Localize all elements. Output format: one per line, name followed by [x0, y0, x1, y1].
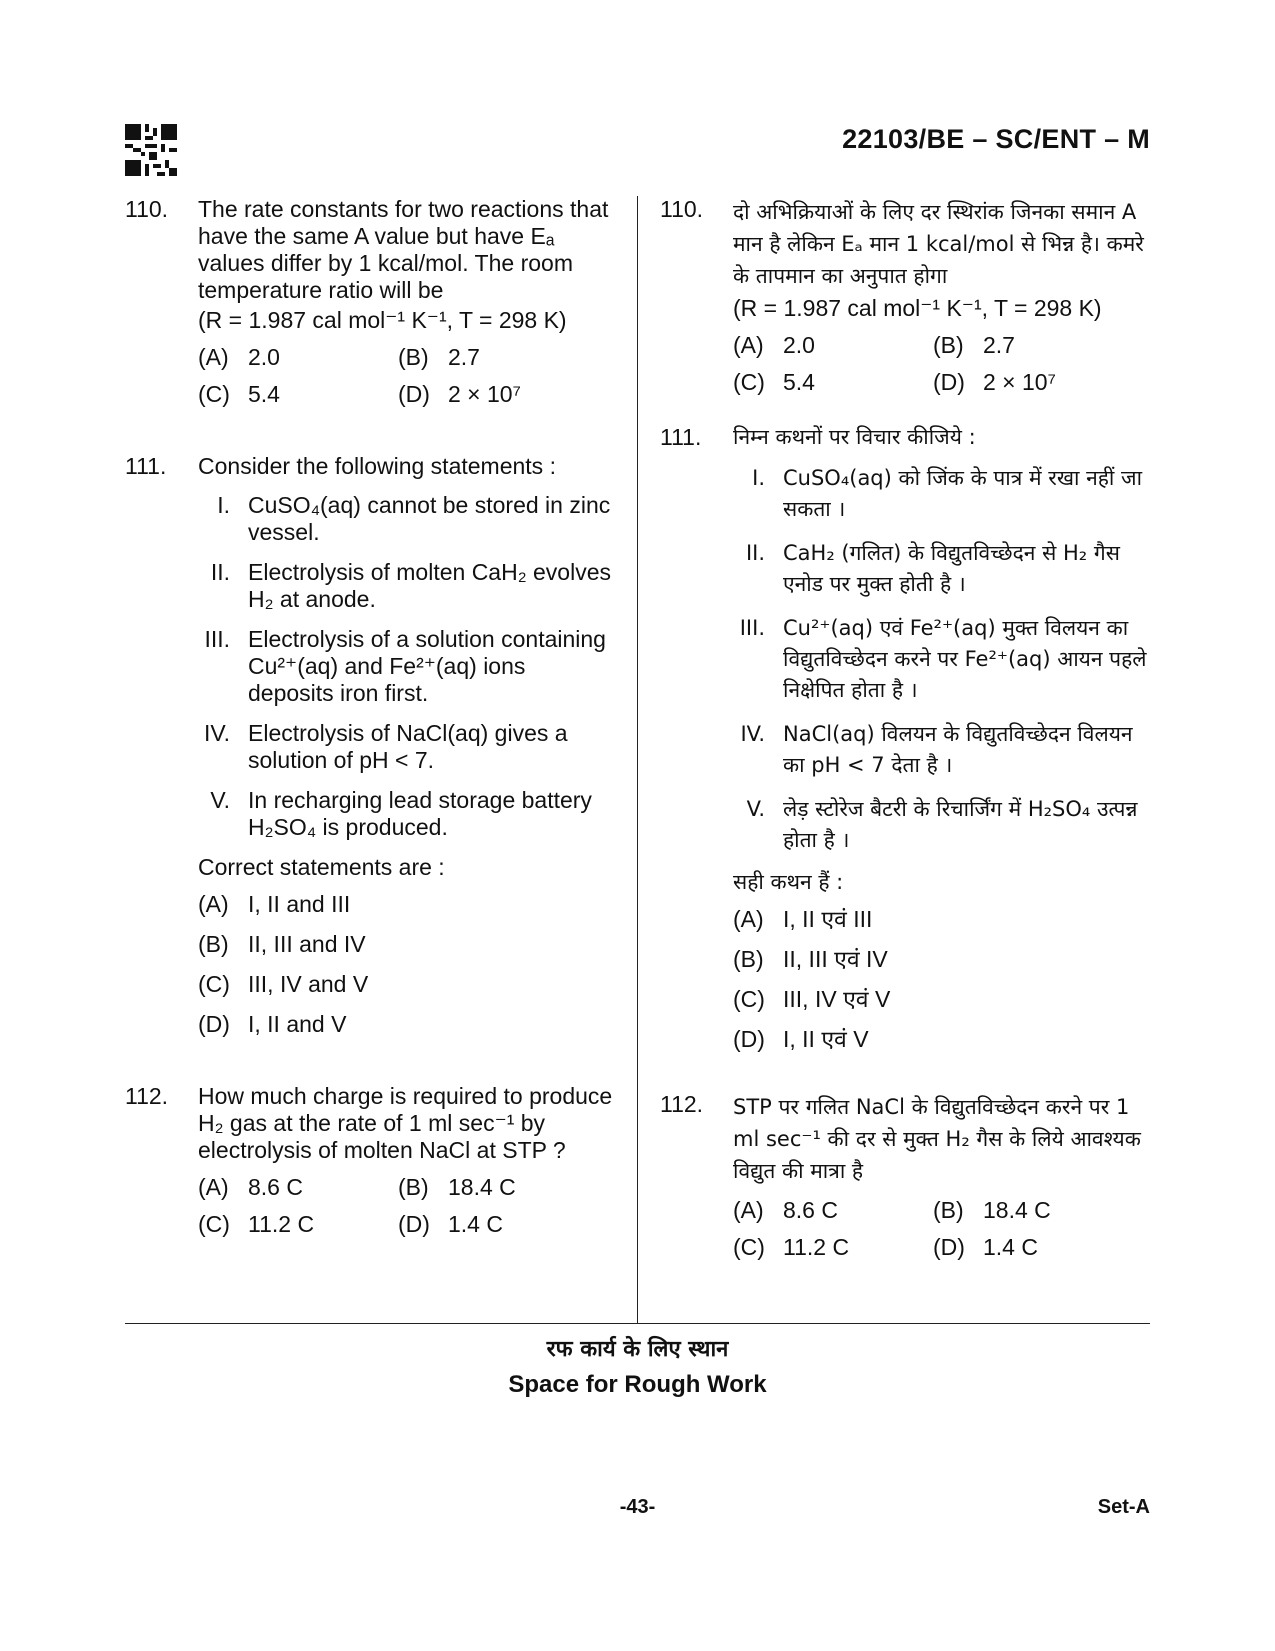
question-number: 111. [660, 424, 702, 450]
option-c[interactable]: (C) III, IV and V [198, 971, 369, 997]
given-constants: (R = 1.987 cal mol⁻¹ K⁻¹, T = 298 K) [198, 307, 567, 333]
option-b[interactable]: (B) 18.4 C [933, 1197, 1051, 1223]
options [733, 1197, 1155, 1261]
option-d[interactable]: (D) 1.4 C [398, 1211, 503, 1237]
question-112-en [125, 1083, 615, 1238]
question-intro: निम्न कथनों पर विचार कीजिये : [733, 425, 976, 449]
statement-4: IV. NaCl(aq) विलयन के विद्युतविच्छेदन विलयन का pH < 7 देता है । [740, 722, 1133, 777]
option-d[interactable]: (D) I, II एवं V [733, 1026, 869, 1052]
correct-statements-label: Correct statements are : [198, 854, 445, 880]
rough-work-area [0, 1333, 1275, 1399]
statement-5: V. In recharging lead storage battery H₂SO₄ is produced. [210, 787, 592, 840]
question-number: 110. [125, 196, 169, 222]
option-c[interactable]: (C) 11.2 C [198, 1211, 315, 1237]
english-column [125, 196, 615, 1238]
option-d[interactable]: (D) I, II and V [198, 1011, 347, 1037]
question-stem: STP पर गलित NaCl के विद्युतविच्छेदन करने पर 1 ml sec⁻¹ की दर से मुक्त H₂ गैस के लिये आवश्यक विद्युत की मात्रा है [733, 1095, 1141, 1183]
options [733, 332, 1155, 396]
option-b[interactable]: (B) II, III and IV [198, 931, 366, 957]
option-a[interactable]: (A) 8.6 C [198, 1174, 303, 1200]
options [198, 891, 615, 1038]
option-c[interactable]: (C) 5.4 [198, 381, 280, 407]
option-c[interactable]: (C) 5.4 [733, 369, 815, 395]
question-111-en [125, 453, 615, 1038]
option-a[interactable]: (A) I, II एवं III [733, 906, 873, 932]
option-a[interactable]: (A) I, II and III [198, 891, 351, 917]
column-divider [637, 196, 638, 1324]
options [733, 906, 1155, 1053]
question-110-en [125, 196, 615, 408]
option-d[interactable]: (D) 2 × 10⁷ [398, 381, 521, 407]
question-110-hi [660, 196, 1155, 396]
section-divider [125, 1323, 1150, 1324]
hindi-column [660, 196, 1155, 1261]
statement-list [198, 492, 615, 841]
question-number: 110. [660, 196, 704, 222]
question-stem: The rate constants for two reactions that have the same A value but have Eₐ values differ by 1 kcal/mol. The room temperature ratio will be [198, 196, 609, 303]
option-b[interactable]: (B) 2.7 [398, 344, 480, 370]
correct-statements-label: सही कथन हैं : [733, 870, 844, 894]
option-a[interactable]: (A) 2.0 [198, 344, 280, 370]
statement-2: II. Electrolysis of molten CaH₂ evolves H₂ at anode. [210, 559, 612, 612]
question-112-hi [660, 1091, 1155, 1261]
statement-1: I. CuSO₄(aq) को जिंक के पात्र में रखा नहीं जा सकता । [752, 466, 1143, 521]
option-d[interactable]: (D) 2 × 10⁷ [933, 369, 1056, 395]
paper-code: 22103/BE – SC/ENT – M [842, 124, 1150, 154]
qr-code [125, 124, 177, 176]
option-c[interactable]: (C) III, IV एवं V [733, 986, 891, 1012]
question-number: 111. [125, 453, 167, 479]
statement-3: III. Cu²⁺(aq) एवं Fe²⁺(aq) मुक्त विलयन का विद्युतविच्छेदन करने पर Fe²⁺(aq) आयन पहले निक्षेपित होता है । [739, 616, 1147, 702]
set-label: Set-A [1097, 1496, 1150, 1518]
option-a[interactable]: (A) 2.0 [733, 332, 815, 358]
statement-2: II. CaH₂ (गलित) के विद्युतविच्छेदन से H₂ गैस एनोड पर मुक्त होती है । [745, 541, 1120, 596]
options [198, 1174, 615, 1238]
option-d[interactable]: (D) 1.4 C [933, 1234, 1038, 1260]
given-constants: (R = 1.987 cal mol⁻¹ K⁻¹, T = 298 K) [733, 295, 1102, 321]
statement-1: I. CuSO₄(aq) cannot be stored in zinc vessel. [217, 492, 611, 545]
option-a[interactable]: (A) 8.6 C [733, 1197, 838, 1223]
statement-5: V. लेड़ स्टोरेज बैटरी के रिचार्जिंग में H₂SO₄ उत्पन्न होता है । [746, 797, 1138, 852]
rough-work-hindi: रफ कार्य के लिए स्थान [546, 1337, 729, 1362]
question-stem: How much charge is required to produce H₂ gas at the rate of 1 ml sec⁻¹ by electrolysis of molten NaCl at STP ? [198, 1083, 613, 1163]
options [198, 344, 615, 408]
question-number: 112. [125, 1083, 169, 1109]
option-c[interactable]: (C) 11.2 C [733, 1234, 850, 1260]
page-number: -43- [619, 1496, 656, 1518]
question-intro: Consider the following statements : [198, 453, 556, 479]
question-stem: दो अभिक्रियाओं के लिए दर स्थिरांक जिनका समान A मान है लेकिन Eₐ मान 1 kcal/mol से भिन्न है। कमरे के तापमान का अनुपात होगा [733, 200, 1144, 288]
option-b[interactable]: (B) II, III एवं IV [733, 946, 888, 972]
statement-4: IV. Electrolysis of NaCl(aq) gives a solution of pH < 7. [203, 720, 568, 773]
question-number: 112. [660, 1091, 704, 1117]
option-b[interactable]: (B) 18.4 C [398, 1174, 516, 1200]
statement-3: III. Electrolysis of a solution containing Cu²⁺(aq) and Fe²⁺(aq) ions deposits iron first. [204, 626, 606, 706]
statement-list [733, 463, 1155, 856]
question-111-hi [660, 424, 1155, 1053]
option-b[interactable]: (B) 2.7 [933, 332, 1015, 358]
rough-work-english: Space for Rough Work [508, 1371, 767, 1398]
